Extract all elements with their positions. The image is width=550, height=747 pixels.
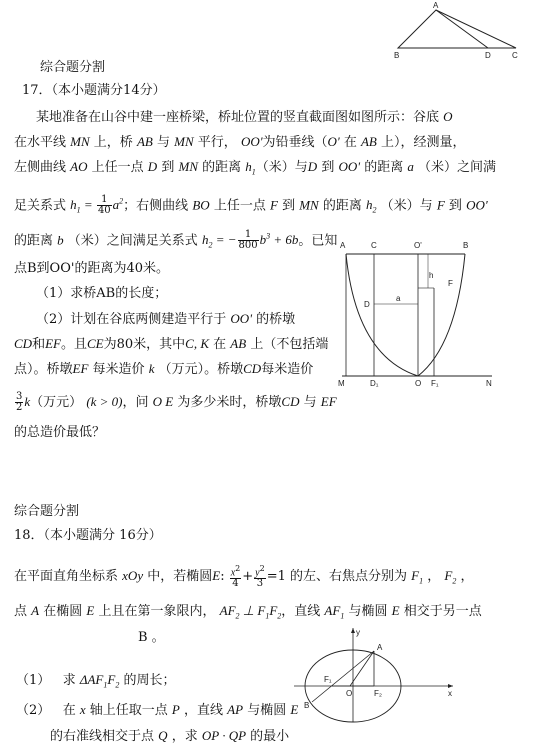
q18-line3: B 。 (138, 630, 165, 645)
fig-label-o: O (415, 379, 422, 388)
fig-label-d: D (364, 300, 370, 309)
ellipse-figure (288, 624, 458, 724)
q17-line8: CD和EF。且CE为80米，其中C, K 在 AB 上（不包括端 (14, 336, 329, 352)
fig-label-n: N (486, 379, 492, 388)
fig-label-b: B (394, 51, 400, 60)
q17-line4: 足关系式 $h_1$ = $\frac{1}{40}$ $a^2$；右侧曲线 BO 上任一点 F 到 MN 的距离 $h_2$ （米）与 F 到 OO' (14, 194, 488, 217)
q18-line-last: 的右准线相交于点 Q ，求 OP · QP 的最小 (50, 728, 290, 744)
q17-line9: 点）。桥墩EF 每米造价 k （万元）。桥墩CD每米造价 (14, 361, 314, 377)
fig-label-d: D (485, 51, 491, 60)
fig-label-x: x (448, 689, 452, 698)
fig-label-d1: D₁ (370, 379, 379, 388)
fig-label-h: h (429, 271, 434, 280)
fig-label-f: F (448, 279, 453, 288)
fig-label-m: M (338, 379, 345, 388)
fig-label-b: B (463, 241, 469, 250)
triangle-figure (388, 0, 523, 62)
q18-part1: （1） 求 $\Delta AF_1F_2$ 的周长； (16, 672, 176, 690)
bridge-figure (338, 236, 498, 392)
fig-label-a: A (340, 241, 346, 250)
fig-label-a: A (433, 1, 439, 10)
section-divider: 综合题分割 (40, 60, 106, 75)
q17-line2: 在水平线 MN 上，桥 AB 与 MN 平行， OO'为铅垂线（O' 在 AB 上），经测量， (14, 134, 466, 150)
q18-line1: 在平面直角坐标系 xOy 中，若椭圆E: $\frac{x^2}{4}$ + $\frac{y^2}{3}$ =1 的左、右焦点分别为 $F_1$ ， $F_2$ ， (14, 564, 474, 590)
fig-label-a-dist: a (396, 294, 401, 303)
q17-line10: $\frac{3}{2}$ k（万元） (k > 0)，问 O E 为多少米时，桥墩CD 与 EF (16, 391, 337, 413)
fig-label-y: y (356, 628, 360, 637)
fig-label-f1: F₁ (324, 675, 332, 684)
q17-line1: 某地准备在山谷中建一座桥梁，桥址位置的竖直截面图如图所示：谷底 O (36, 109, 453, 125)
q18-line2: 点 A 在椭圆 E 上且在第一象限内， $AF_2$ ⊥ $F_1F_2$，直线 $AF_1$ 与椭圆 E 相交于另一点 (14, 603, 482, 621)
fig-label-f2: F₂ (374, 689, 382, 698)
q18-header: 18．（本小题满分 16分） (14, 528, 162, 543)
q18-part2: （2） 在 x 轴上任取一点 P ，直线 AP 与椭圆 E (16, 702, 299, 718)
q17-line11: 的总造价最低？ (14, 425, 106, 440)
section-divider: 综合题分割 (14, 504, 80, 519)
q17-part1: （1）求桥AB的长度； (36, 286, 168, 301)
fig-label-c: C (371, 241, 377, 250)
q17-line5: 的距离 b （米）之间满足关系式 $h_2$ = − $\frac{1}{800}$ $b^3 + 6b$。已知 (14, 229, 338, 252)
fig-label-a: A (377, 643, 383, 652)
q17-part2: （2）计划在谷底两侧建造平行于 OO' 的桥墩 (36, 311, 296, 327)
q17-line6: 点B到OO'的距离为40米。 (14, 261, 169, 276)
fig-label-o-prime: O' (414, 241, 422, 250)
fig-label-c: C (512, 51, 518, 60)
fig-label-o: O (346, 689, 353, 698)
q17-header: 17．（本小题满分14分） (22, 83, 166, 98)
fig-label-b: B (304, 701, 310, 710)
q17-line3: 左侧曲线 AO 上任一点 D 到 MN 的距离 $h_1$（米）与D 到 OO' 的距离 a （米）之间满 (14, 159, 496, 177)
fig-label-f1: F₁ (431, 379, 439, 388)
